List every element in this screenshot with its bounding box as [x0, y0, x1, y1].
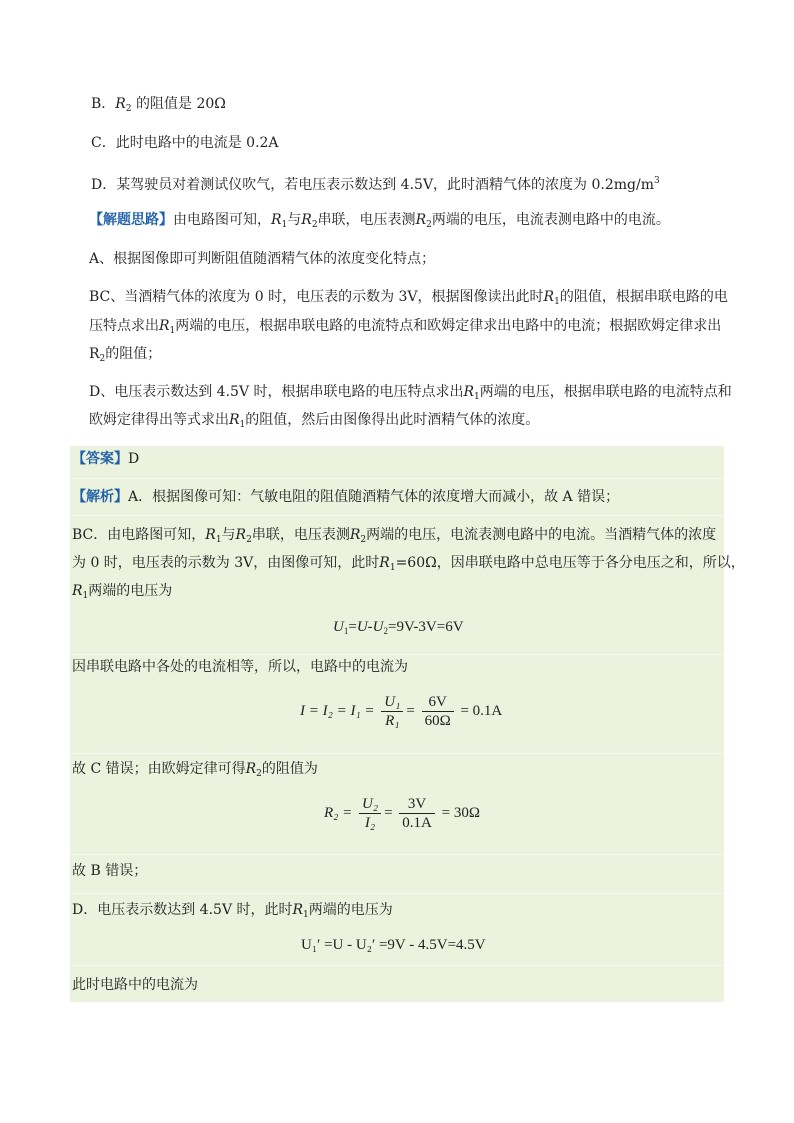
- analysis-line-b: 故 B 错误；: [72, 863, 148, 879]
- option-d: [91, 171, 660, 195]
- sub-1: 1: [281, 220, 288, 230]
- fraction-numerator: 6V: [422, 693, 454, 712]
- equation-u1-prime: U₁′ =U - U₂′ =9V - 4.5V=4.5V: [301, 937, 486, 953]
- hint-text: D、电压表示数达到 4.5V 时，根据串联电路的电压特点求出: [89, 384, 464, 400]
- equation-rhs: = 30Ω: [441, 804, 480, 821]
- option-b-var: R: [115, 96, 126, 112]
- fraction-numerator: 3V: [399, 795, 435, 814]
- option-b: [91, 94, 226, 119]
- var-r: R: [72, 583, 83, 599]
- hint-text: R: [89, 346, 100, 362]
- fraction-denominator: I₂: [364, 815, 376, 831]
- var-u: U: [333, 619, 344, 635]
- answer-label: 【答案】: [72, 451, 128, 467]
- analysis-text: 的阻值为: [261, 761, 318, 777]
- equation-r2: R₂ = $\frac{\text{U₂}}{\text{I₂}}$ = $\frac{3V}{0.1A}$ = 30Ω: [324, 796, 480, 831]
- var-r: R: [292, 902, 304, 918]
- hint-text: 串联，电压表测: [317, 212, 416, 228]
- sub-2: 2: [426, 220, 432, 230]
- hint-text: 压特点求出: [89, 318, 159, 334]
- equation-current: I = I₂ = I₁ = $\frac{\text{U₁}}{\text{R₁}}$ = $\frac{6V}{60\Omega}$ = 0.1A: [300, 694, 503, 729]
- analysis-line-d2: 此时电路中的电流为: [72, 977, 198, 993]
- analysis-text: 串联，电压表测: [251, 527, 350, 543]
- answer-value: D: [128, 451, 140, 467]
- var-u: U: [372, 619, 384, 635]
- sub-1: 1: [82, 591, 89, 601]
- sub-2: 2: [360, 535, 367, 545]
- var-r: R: [235, 527, 247, 543]
- option-b-sub: 2: [125, 104, 132, 114]
- option-b-text: 的阻值是 20Ω: [131, 96, 226, 112]
- analysis-text: 两端的电压为: [308, 902, 393, 918]
- analysis-text: =60Ω，因串联电路中总电压等于各分电压之和，所以，: [395, 555, 745, 571]
- row-divider: [70, 478, 724, 479]
- fraction-denominator: 60Ω: [424, 713, 451, 729]
- hint-line-4: [89, 316, 721, 341]
- analysis-text: 两端的电压为: [88, 583, 173, 599]
- row-divider: [70, 515, 724, 516]
- sub-2: 2: [311, 220, 318, 230]
- fraction-numerator: U₂: [359, 795, 381, 814]
- hint-label: 【解题思路】: [89, 212, 173, 228]
- fraction-3v-01a: [399, 795, 435, 832]
- hint-line-6: [89, 382, 732, 407]
- analysis-text: 故 C 错误；由欧姆定律可得: [72, 761, 246, 777]
- row-divider: [70, 654, 724, 655]
- equation-rhs: = 0.1A: [460, 702, 503, 719]
- fraction-6v-60ohm: [422, 693, 454, 730]
- analysis-text: 与: [221, 527, 236, 543]
- equation-lhs: R₂ =: [324, 804, 353, 821]
- var-r: R: [245, 761, 257, 777]
- sub-1: 1: [474, 392, 480, 402]
- analysis-text: D．电压表示数达到 4.5V 时，此时: [72, 902, 293, 918]
- option-d-sup: 3: [654, 176, 660, 186]
- row-divider: [70, 893, 724, 894]
- option-d-text: D．某驾驶员对着测试仪吹气，若电压表示数达到 4.5V，此时酒精气体的浓度为 0.2mg/m: [91, 177, 654, 193]
- analysis-text: 为 0 时，电压表的示数为 3V，由图像可知，此时: [72, 555, 380, 571]
- fraction-u2-i2: [359, 795, 381, 832]
- analysis-line-a: [72, 487, 619, 507]
- analysis-line-bc1: [72, 525, 716, 550]
- hint-text: 由电路图可知，: [173, 212, 271, 228]
- var-r: R: [205, 527, 216, 543]
- sub-1: 1: [554, 297, 560, 307]
- hint-text: 的阻值，根据串联电路的电: [559, 289, 728, 305]
- hint-text: 两端的电压，根据串联电路的电流特点和: [479, 384, 732, 400]
- fraction-u1-r1: [381, 693, 403, 730]
- analysis-text: BC．由电路图可知，: [72, 527, 206, 543]
- sub-1: 1: [343, 626, 349, 636]
- analysis-label: 【解析】: [72, 489, 128, 505]
- var-u: U: [356, 619, 368, 635]
- var-r: R: [229, 412, 240, 428]
- var-r: R: [463, 384, 475, 400]
- var-r: R: [271, 212, 282, 228]
- hint-line-7: [89, 410, 539, 435]
- fraction-denominator: R₁: [385, 713, 400, 729]
- sub-2: 2: [99, 354, 106, 364]
- equation-u1: $U_1=U-U_2=9V-3V=6V$: [333, 619, 464, 636]
- sub-1: 1: [239, 420, 246, 430]
- var-r: R: [379, 555, 390, 571]
- row-divider: [70, 854, 724, 855]
- sub-1: 1: [389, 563, 396, 573]
- hint-text: 的阻值，然后由图像得出此时酒精气体的浓度。: [245, 412, 540, 428]
- analysis-text: 两端的电压，电流表测电路中的电流。当酒精气体的浓度: [366, 527, 717, 543]
- sub-2: 2: [256, 769, 262, 779]
- hint-line-5: [89, 344, 161, 369]
- equation-lhs: I = I₂ = I₁ =: [300, 702, 375, 719]
- hint-text: 两端的电压，电流表测电路中的电流。: [431, 212, 670, 228]
- hint-line-1: [89, 210, 670, 235]
- var-r: R: [301, 212, 312, 228]
- analysis-line-bc2: [72, 553, 745, 578]
- hint-text: BC、当酒精气体的浓度为 0 时，电压表的示数为 3V，根据图像读出此时: [89, 289, 544, 305]
- hint-text: 两端的电压，根据串联电路的电流特点和欧姆定律求出电路中的电流；根据欧姆定律求出: [175, 318, 722, 334]
- var-r: R: [415, 212, 427, 228]
- hint-text: 的阻值；: [105, 346, 162, 362]
- hint-text: 欧姆定律得出等式求出: [89, 412, 229, 428]
- sub-1: 1: [303, 910, 309, 920]
- row-divider: [70, 965, 724, 966]
- answer-line: [72, 449, 139, 469]
- option-b-prefix: B．: [91, 96, 116, 112]
- analysis-line-bc3: [72, 581, 172, 606]
- row-divider: [70, 753, 724, 754]
- fraction-numerator: U₁: [381, 693, 403, 712]
- option-c: C．此时电路中的电流是 0.2A: [91, 135, 279, 151]
- sub-2: 2: [383, 626, 388, 636]
- equation-value: =9V-3V=6V: [388, 619, 464, 635]
- hint-line-2: A、根据图像即可判断阻值随酒精气体的浓度变化特点；: [89, 251, 436, 267]
- sub-1: 1: [215, 535, 222, 545]
- fraction-denominator: 0.1A: [402, 815, 432, 831]
- hint-line-3: [89, 287, 728, 312]
- analysis-line-bc4: 因串联电路中各处的电流相等，所以，电路中的电流为: [72, 659, 408, 675]
- var-r: R: [543, 289, 555, 305]
- sub-1: 1: [169, 326, 176, 336]
- var-r: R: [349, 527, 361, 543]
- sub-2: 2: [246, 535, 252, 545]
- analysis-line-c1: [72, 759, 318, 784]
- analysis-line-d1: [72, 900, 393, 925]
- var-r: R: [159, 318, 170, 334]
- hint-text: 与: [287, 212, 302, 228]
- analysis-text: A．根据图像可知：气敏电阻的阻值随酒精气体的浓度增大而减小，故 A 错误；: [128, 489, 620, 505]
